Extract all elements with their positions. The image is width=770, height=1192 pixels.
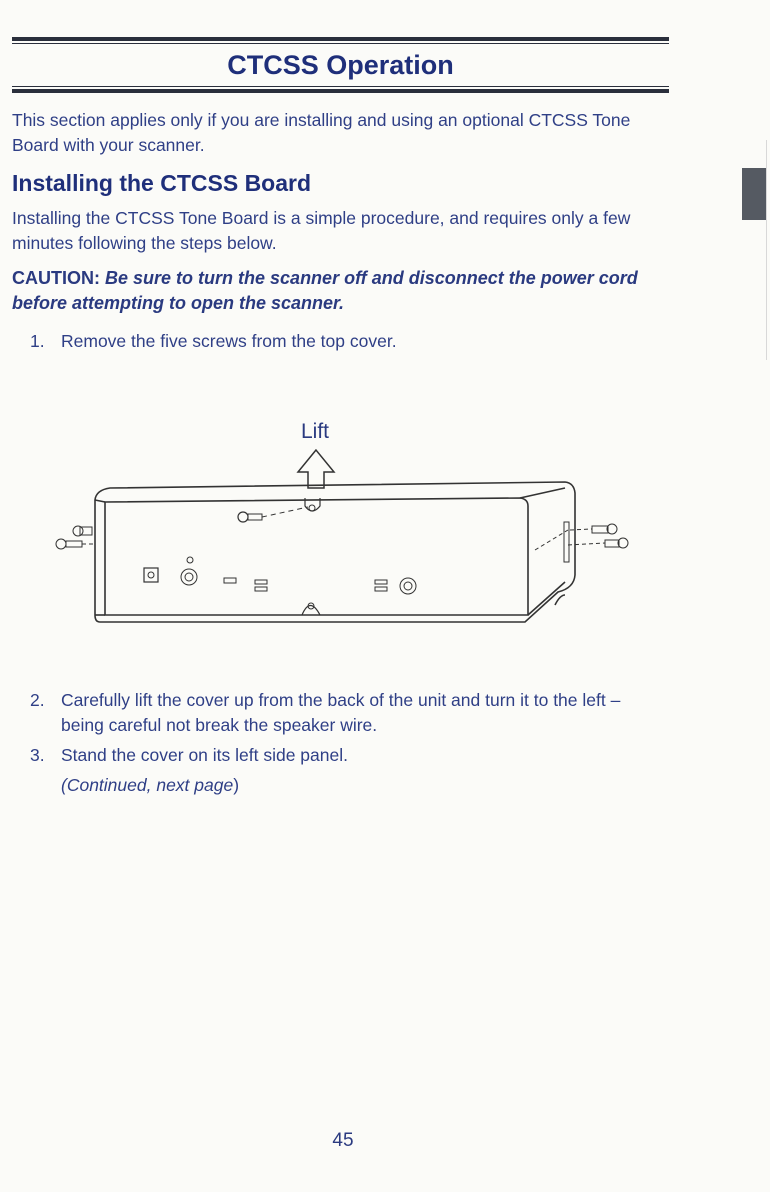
screw-icon [238, 512, 262, 522]
page-title: CTCSS Operation [227, 50, 454, 80]
screw-icon [592, 524, 617, 534]
screw-icon [56, 539, 82, 549]
headphone-jack-icon [400, 578, 416, 594]
header-rule-bottom [12, 89, 669, 93]
slot-icon [375, 580, 387, 584]
lift-arrow-icon [298, 450, 334, 488]
step-text: Carefully lift the cover up from the back of the unit and turn it to the left – being careful not break the speaker wire. [61, 690, 621, 735]
caution-text: Be sure to turn the scanner off and disconnect the power cord before attempting to open the scanner. [12, 268, 638, 313]
power-jack-hole [148, 572, 154, 578]
screw-icon [73, 526, 92, 536]
slot-icon [255, 587, 267, 591]
antenna-jack-inner [185, 573, 193, 581]
scanner-cover-illustration [40, 410, 660, 640]
continued-text: (Continued, next page [61, 775, 234, 795]
header-rule-bottom-thin [12, 86, 669, 87]
section-heading: Installing the CTCSS Board [12, 170, 312, 196]
power-jack-icon [144, 568, 158, 582]
screw-icon [605, 538, 628, 548]
intro-paragraph: This section applies only if you are installing and using an optional CTCSS Tone Board with your scanner. [12, 110, 631, 155]
step-number: 1. [30, 331, 45, 351]
screw-guide-line [535, 529, 605, 550]
step-item [30, 688, 660, 737]
page-number: 45 [332, 1130, 354, 1151]
steps-list-1 [30, 329, 660, 354]
screw-tab-bottom [302, 606, 320, 616]
caution-note [12, 266, 672, 315]
headphone-jack-inner [404, 582, 412, 590]
continued-close: ) [233, 775, 240, 795]
step-text: Stand the cover on its left side panel. [61, 745, 348, 765]
slot-icon [255, 580, 267, 584]
step-item [30, 329, 660, 354]
screw-guide-line [262, 507, 308, 517]
step-text: Remove the five screws from the top cover. [61, 331, 397, 351]
antenna-jack-icon [181, 569, 197, 585]
slot-icon [375, 587, 387, 591]
continued-note [61, 775, 239, 796]
section-tab-marker [742, 168, 766, 220]
page-edge-line [766, 140, 767, 360]
caution-label: CAUTION: [12, 268, 100, 288]
step-item [30, 743, 660, 768]
header-rule-top-thin [12, 43, 669, 44]
screw-hole-icon [309, 505, 315, 511]
lift-label: Lift [300, 420, 330, 443]
step-number: 3. [30, 745, 45, 765]
step-number: 2. [30, 690, 45, 710]
side-bracket [564, 522, 569, 562]
switch-icon [224, 578, 236, 583]
install-paragraph: Installing the CTCSS Tone Board is a simple procedure, and requires only a few minutes following the steps below. [12, 208, 631, 253]
header-rule-top [12, 37, 669, 41]
scanner-body [95, 482, 575, 622]
ground-screw-icon [187, 557, 193, 563]
steps-list-2 [30, 688, 660, 774]
